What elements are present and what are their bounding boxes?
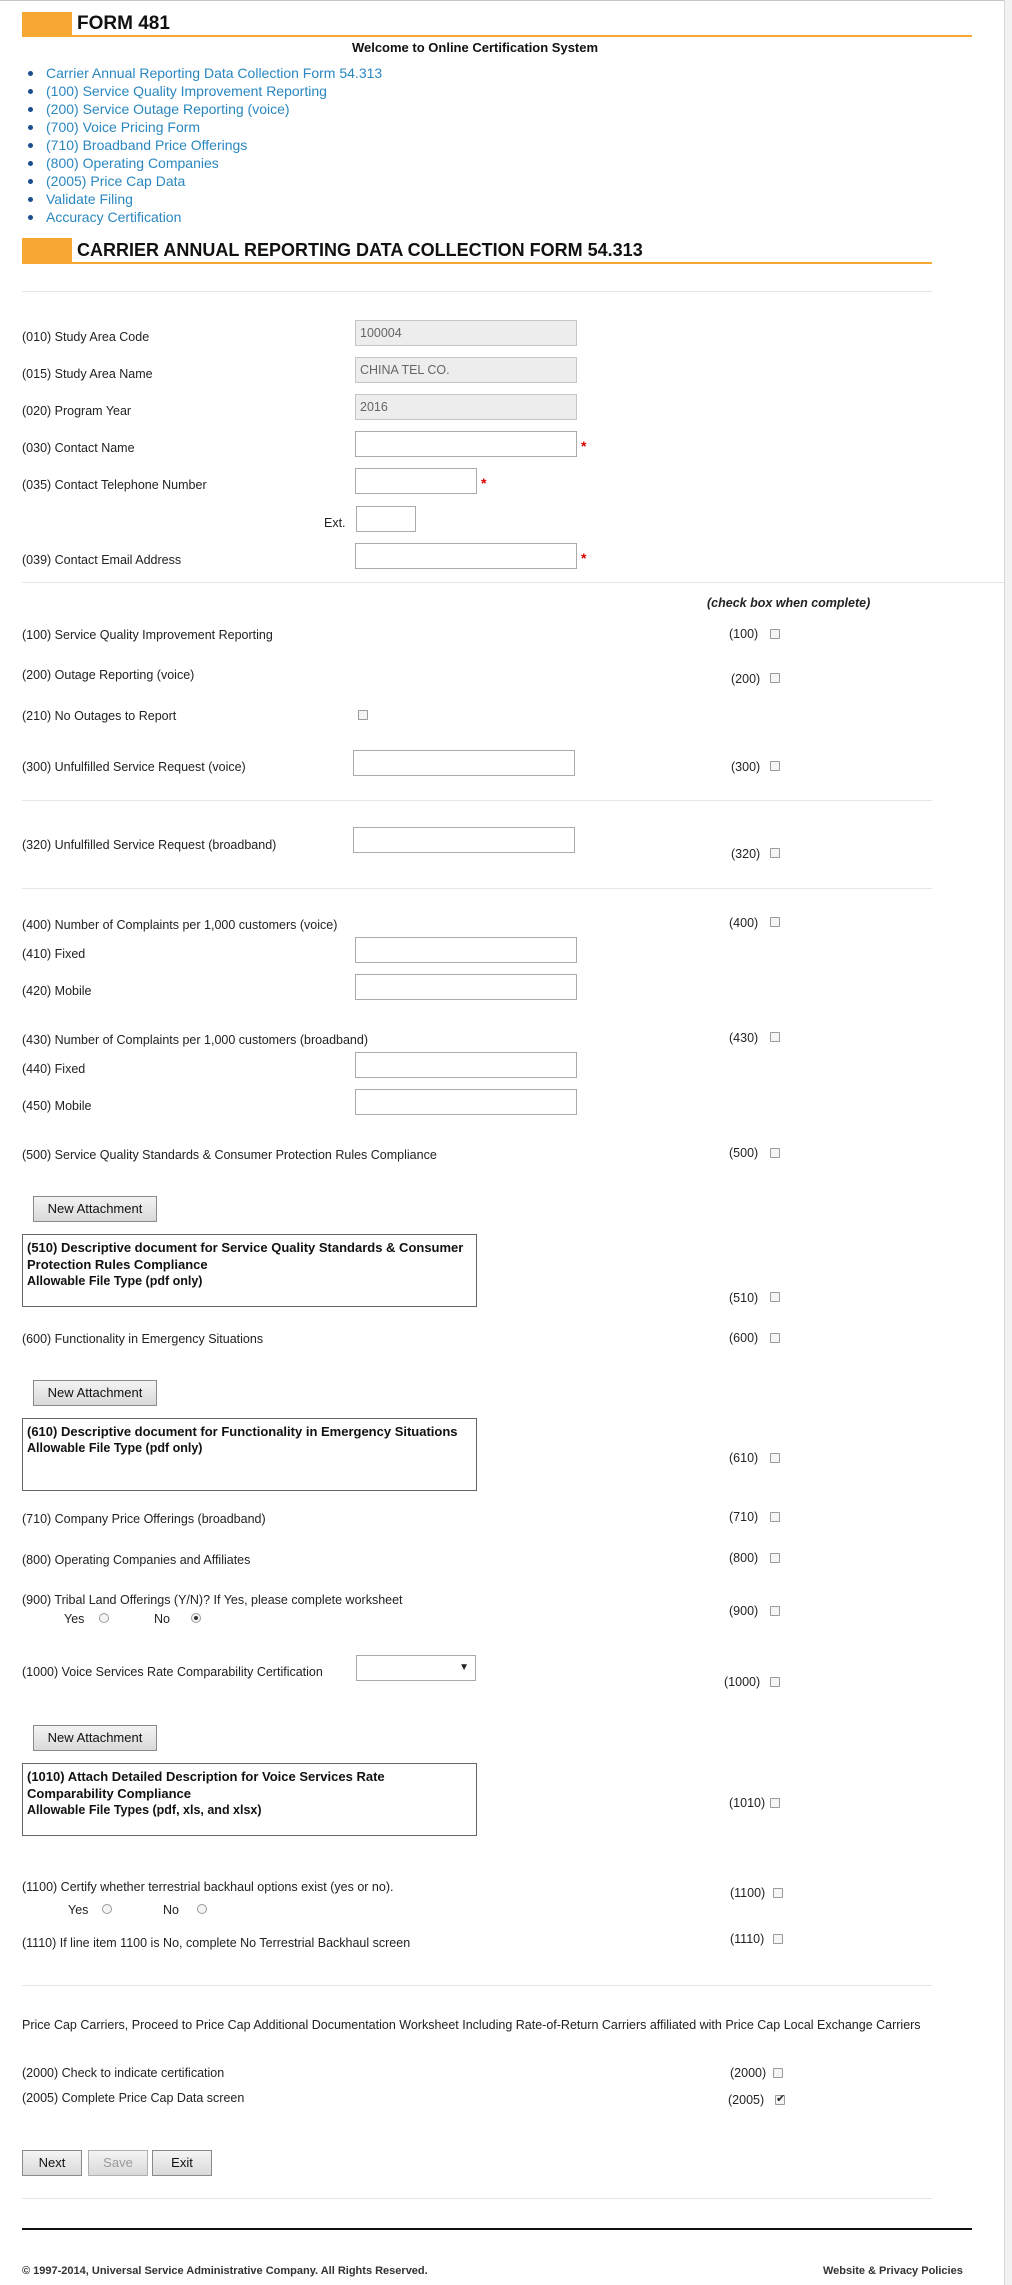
row-900-yes-label: Yes	[64, 1612, 85, 1626]
row-200-checkbox[interactable]	[770, 673, 780, 683]
row-800-num: (800)	[729, 1551, 759, 1565]
section-title-accent	[22, 238, 72, 262]
form-title-accent	[22, 12, 72, 36]
row-410-label: (410) Fixed	[22, 947, 86, 961]
row-420-input[interactable]	[355, 974, 577, 1000]
contact-email-input[interactable]	[355, 543, 577, 569]
attachment-510-title: (510) Descriptive document for Service Quality Standards & Consumer Protection Rules Compliance	[27, 1240, 464, 1272]
row-440-label: (440) Fixed	[22, 1062, 86, 1076]
row-1000-label: (1000) Voice Services Rate Comparability Certification	[22, 1665, 323, 1679]
attachment-1010-title: (1010) Attach Detailed Description for Voice Services Rate Comparability Compliance	[27, 1769, 385, 1801]
welcome-text: Welcome to Online Certification System	[351, 40, 599, 55]
row-710-checkbox[interactable]	[770, 1512, 780, 1522]
row-900-no-radio[interactable]	[191, 1613, 201, 1623]
row-320-label: (320) Unfulfilled Service Request (broadband)	[22, 838, 277, 852]
row-900-num: (900)	[729, 1604, 759, 1618]
row-300-checkbox[interactable]	[770, 761, 780, 771]
nav-item-form-54313[interactable]	[22, 64, 722, 82]
row-800-label: (800) Operating Companies and Affiliates	[22, 1553, 251, 1567]
row-2000-num: (2000)	[730, 2066, 767, 2080]
nav-link[interactable]: (2005) Price Cap Data	[46, 173, 186, 189]
nav-list	[22, 64, 722, 226]
nav-link[interactable]: (710) Broadband Price Offerings	[46, 137, 248, 153]
form-title: FORM 481	[77, 13, 170, 34]
nav-item-validate[interactable]	[22, 190, 722, 208]
row-200-label: (200) Outage Reporting (voice)	[22, 668, 195, 682]
nav-item-100[interactable]	[22, 82, 722, 100]
row-100-checkbox[interactable]	[770, 629, 780, 639]
row-610-num: (610)	[729, 1451, 759, 1465]
exit-button[interactable]: Exit	[152, 2150, 212, 2176]
row-800-checkbox[interactable]	[770, 1553, 780, 1563]
save-button[interactable]: Save	[88, 2150, 148, 2176]
ext-input[interactable]	[356, 506, 416, 532]
new-attachment-button-510[interactable]: New Attachment	[33, 1196, 157, 1222]
row-710-num: (710)	[729, 1510, 759, 1524]
row-400-label: (400) Number of Complaints per 1,000 customers (voice)	[22, 918, 338, 932]
footer-rule	[22, 2228, 972, 2230]
row-430-num: (430)	[729, 1031, 759, 1045]
row-430-checkbox[interactable]	[770, 1032, 780, 1042]
nav-link[interactable]: Accuracy Certification	[46, 209, 182, 225]
row-210-label: (210) No Outages to Report	[22, 709, 177, 723]
required-marker: *	[581, 550, 587, 566]
contact-email-label: (039) Contact Email Address	[22, 553, 182, 567]
row-710-label: (710) Company Price Offerings (broadband)	[22, 1512, 266, 1526]
program-year-input	[355, 394, 577, 420]
nav-link[interactable]: (200) Service Outage Reporting (voice)	[46, 101, 290, 117]
nav-item-800[interactable]	[22, 154, 722, 172]
row-600-label: (600) Functionality in Emergency Situations	[22, 1332, 264, 1346]
attachment-610-filetype: Allowable File Type (pdf only)	[27, 1441, 203, 1455]
row-320-checkbox[interactable]	[770, 848, 780, 858]
row-500-checkbox[interactable]	[770, 1148, 780, 1158]
row-1100-checkbox[interactable]	[773, 1888, 783, 1898]
row-610-checkbox[interactable]	[770, 1453, 780, 1463]
row-510-checkbox[interactable]	[770, 1292, 780, 1302]
row-1000-select[interactable]	[356, 1655, 476, 1681]
row-100-label: (100) Service Quality Improvement Reporting	[22, 628, 273, 642]
row-300-num: (300)	[731, 760, 761, 774]
row-450-label: (450) Mobile	[22, 1099, 92, 1113]
attachment-box-1010[interactable]	[22, 1763, 477, 1836]
nav-link[interactable]: Validate Filing	[46, 191, 133, 207]
row-320-num: (320)	[731, 847, 761, 861]
nav-link[interactable]: (800) Operating Companies	[46, 155, 219, 171]
nav-item-accuracy[interactable]	[22, 208, 722, 226]
row-2000-checkbox[interactable]	[773, 2068, 783, 2078]
price-cap-note: Price Cap Carriers, Proceed to Price Cap Additional Documentation Worksheet Including Rate-of-Return Carriers affiliated with Price Cap Local Exchange Carriers	[22, 2018, 921, 2032]
nav-link[interactable]: (700) Voice Pricing Form	[46, 119, 201, 135]
new-attachment-button-1010[interactable]: New Attachment	[33, 1725, 157, 1751]
contact-phone-input[interactable]	[355, 468, 477, 494]
row-1110-num: (1110)	[730, 1932, 765, 1946]
check-box-header: (check box when complete)	[707, 596, 871, 610]
row-210-checkbox[interactable]	[358, 710, 368, 720]
nav-item-200[interactable]	[22, 100, 722, 118]
nav-item-2005[interactable]	[22, 172, 722, 190]
row-600-checkbox[interactable]	[770, 1333, 780, 1343]
row-2005-num: (2005)	[728, 2093, 765, 2107]
study-area-name-label: (015) Study Area Name	[22, 367, 153, 381]
row-400-num: (400)	[729, 916, 759, 930]
nav-item-710[interactable]	[22, 136, 722, 154]
footer-copyright: © 1997-2014, Universal Service Administrative Company. All Rights Reserved.	[22, 2265, 428, 2277]
dropdown-arrow-icon: ▼	[459, 1662, 469, 1673]
row-500-num: (500)	[729, 1146, 759, 1160]
top-border	[0, 0, 1012, 1]
row-1100-yes-radio[interactable]	[102, 1904, 112, 1914]
divider	[22, 582, 1004, 583]
row-440-input[interactable]	[355, 1052, 577, 1078]
row-430-label: (430) Number of Complaints per 1,000 customers (broadband)	[22, 1033, 369, 1047]
row-300-label: (300) Unfulfilled Service Request (voice)	[22, 760, 246, 774]
divider	[22, 888, 932, 889]
row-1000-num: (1000)	[724, 1675, 761, 1689]
section-title: CARRIER ANNUAL REPORTING DATA COLLECTION FORM 54.313	[77, 240, 643, 260]
attachment-box-510[interactable]	[22, 1234, 477, 1307]
row-2005-checkbox[interactable]	[775, 2095, 785, 2105]
row-2000-label: (2000) Check to indicate certification	[22, 2066, 225, 2080]
next-button[interactable]: Next	[22, 2150, 82, 2176]
row-320-input[interactable]	[353, 827, 575, 853]
row-400-checkbox[interactable]	[770, 917, 780, 927]
divider	[22, 800, 932, 801]
program-year-label: (020) Program Year	[22, 404, 132, 418]
row-1100-label: (1100) Certify whether terrestrial backhaul options exist (yes or no).	[22, 1880, 394, 1894]
row-1000-checkbox[interactable]	[770, 1677, 780, 1687]
row-300-input[interactable]	[353, 750, 575, 776]
row-900-label: (900) Tribal Land Offerings (Y/N)? If Yes, please complete worksheet	[22, 1593, 403, 1607]
row-410-input[interactable]	[355, 937, 577, 963]
nav-link[interactable]: Carrier Annual Reporting Data Collection Form 54.313	[46, 65, 383, 81]
contact-name-input[interactable]	[355, 431, 577, 457]
row-900-no-label: No	[154, 1612, 170, 1626]
attachment-610-title: (610) Descriptive document for Functionality in Emergency Situations	[27, 1424, 458, 1439]
nav-item-700[interactable]	[22, 118, 722, 136]
new-attachment-button-610[interactable]: New Attachment	[33, 1380, 157, 1406]
row-1110-checkbox[interactable]	[773, 1934, 783, 1944]
study-area-code-input	[355, 320, 577, 346]
row-1100-no-label: No	[163, 1903, 179, 1917]
row-1100-yes-label: Yes	[68, 1903, 89, 1917]
required-marker: *	[481, 475, 487, 491]
study-area-code-label: (010) Study Area Code	[22, 330, 150, 344]
attachment-510-filetype: Allowable File Type (pdf only)	[27, 1274, 203, 1288]
row-600-num: (600)	[729, 1331, 759, 1345]
row-1010-checkbox[interactable]	[770, 1798, 780, 1808]
row-450-input[interactable]	[355, 1089, 577, 1115]
ext-label: Ext.	[324, 516, 346, 530]
row-200-num: (200)	[731, 672, 761, 686]
section-underline	[22, 262, 932, 264]
contact-phone-label: (035) Contact Telephone Number	[22, 478, 207, 492]
divider	[22, 1985, 932, 1986]
footer-policies-link[interactable]: Website & Privacy Policies	[823, 2265, 963, 2277]
row-500-label: (500) Service Quality Standards & Consumer Protection Rules Compliance	[22, 1148, 437, 1162]
row-1110-label: (1110) If line item 1100 is No, complete No Terrestrial Backhaul screen	[22, 1936, 411, 1950]
contact-name-label: (030) Contact Name	[22, 441, 135, 455]
row-420-label: (420) Mobile	[22, 984, 92, 998]
attachment-box-610[interactable]	[22, 1418, 477, 1491]
row-1010-num: (1010)	[729, 1796, 766, 1810]
header-underline	[22, 35, 972, 37]
row-900-checkbox[interactable]	[770, 1606, 780, 1616]
row-1100-num: (1100)	[730, 1886, 766, 1900]
row-1100-no-radio[interactable]	[197, 1904, 207, 1914]
study-area-name-input	[355, 357, 577, 383]
nav-link[interactable]: (100) Service Quality Improvement Reporting	[46, 83, 327, 99]
row-100-num: (100)	[729, 627, 759, 641]
attachment-1010-filetype: Allowable File Types (pdf, xls, and xlsx)	[27, 1803, 262, 1817]
row-900-yes-radio[interactable]	[99, 1613, 109, 1623]
required-marker: *	[581, 438, 587, 454]
divider	[22, 291, 932, 292]
divider	[22, 2198, 932, 2199]
scrollbar[interactable]	[1004, 0, 1012, 2285]
row-510-num: (510)	[729, 1291, 759, 1305]
row-2005-label: (2005) Complete Price Cap Data screen	[22, 2091, 245, 2105]
